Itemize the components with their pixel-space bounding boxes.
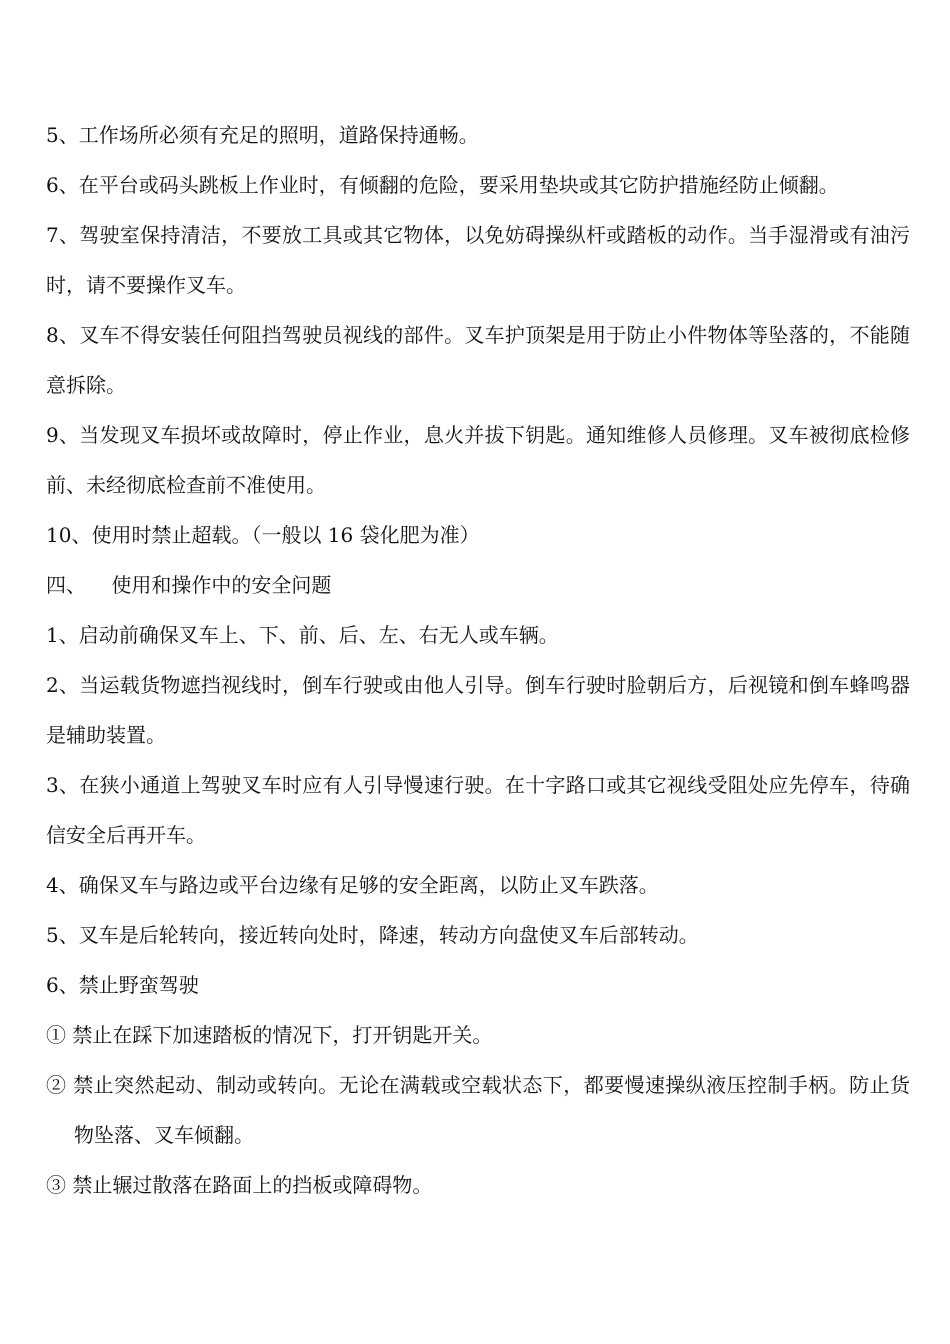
paragraph-10-overload: 10、使用时禁止超载。（一般以 16 袋化肥为准） [46,523,480,547]
list-item-circled-1: ① 禁止在踩下加速踏板的情况下，打开钥匙开关。 [46,1023,493,1047]
paragraph-6-no-reckless: 6、禁止野蛮驾驶 [46,973,199,997]
paragraph-5-rear-steering: 5、叉车是后轮转向，接近转向处时，降速，转动方向盘使叉车后部转动。 [46,923,699,947]
list-item-circled-2: ② 禁止突然起动、制动或转向。无论在满载或空载状态下，都要慢速操纵液压控制手柄。防止货物坠落、叉车倾翻。 [46,1073,910,1147]
list-item-circled-3: ③ 禁止辗过散落在路面上的挡板或障碍物。 [46,1173,433,1197]
paragraph-7-cab-clean: 7、驾驶室保持清洁，不要放工具或其它物体，以免妨碍操纵杆或踏板的动作。当手湿滑或有油污时，请不要操作叉车。 [46,223,910,297]
paragraph-1-start-check: 1、启动前确保叉车上、下、前、后、左、右无人或车辆。 [46,623,559,647]
document-body [46,110,910,1210]
paragraph-6-platform: 6、在平台或码头跳板上作业时，有倾翻的危险，要采用垫块或其它防护措施经防止倾翻。 [46,173,839,197]
paragraph-3-narrow-passage: 3、在狭小通道上驾驶叉车时应有人引导慢速行驶。在十字路口或其它视线受阻处应先停车，待确信安全后再开车。 [46,773,910,847]
section-heading-4: 四、 使用和操作中的安全问题 [46,573,332,597]
paragraph-5-lighting: 5、工作场所必须有充足的照明，道路保持通畅。 [46,123,479,147]
paragraph-8-no-obstruction: 8、叉车不得安装任何阻挡驾驶员视线的部件。叉车护顶架是用于防止小件物体等坠落的，不能随意拆除。 [46,323,910,397]
paragraph-4-edge-distance: 4、确保叉车与路边或平台边缘有足够的安全距离，以防止叉车跌落。 [46,873,659,897]
paragraph-2-reverse: 2、当运载货物遮挡视线时，倒车行驶或由他人引导。倒车行驶时脸朝后方，后视镜和倒车蜂鸣器是辅助装置。 [46,673,910,747]
paragraph-9-damage: 9、当发现叉车损坏或故障时，停止作业，息火并拔下钥匙。通知维修人员修理。叉车被彻底检修前、未经彻底检查前不准使用。 [46,423,910,497]
